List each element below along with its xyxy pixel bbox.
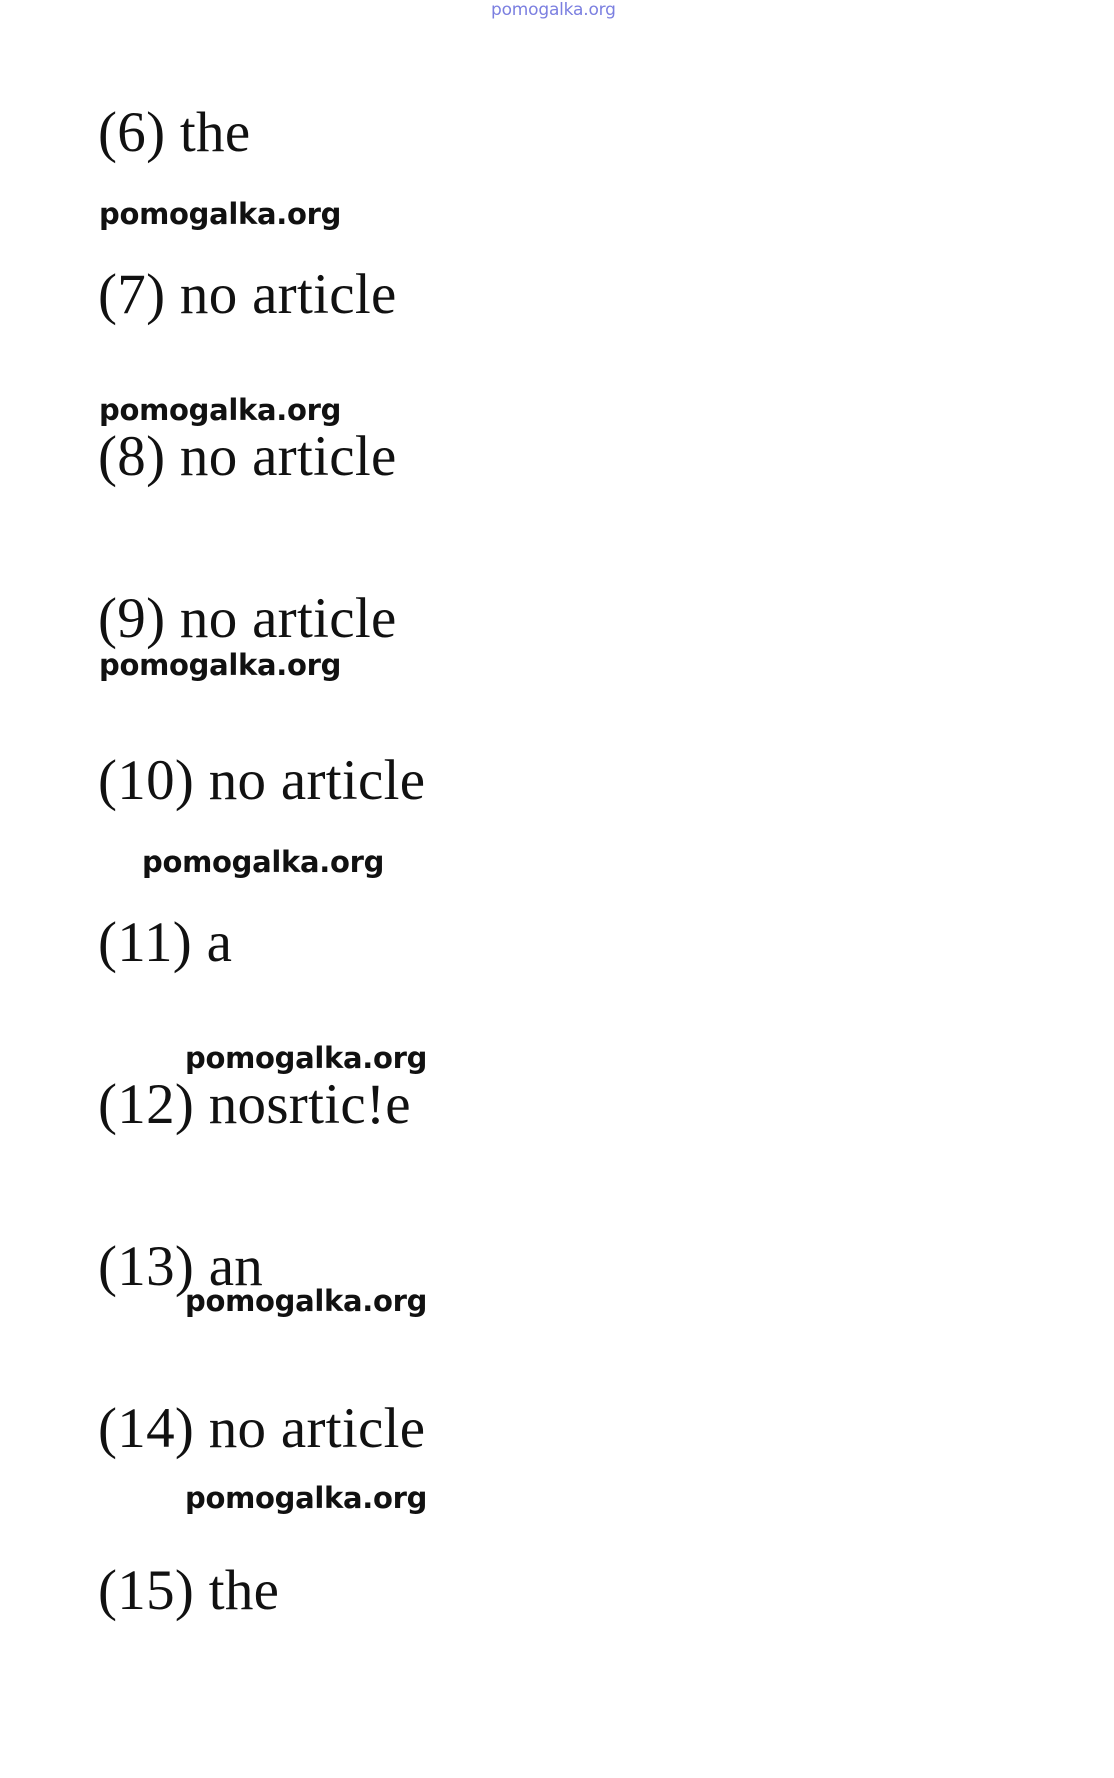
answer-9: (9) no article xyxy=(98,587,397,650)
answer-8: (8) no article xyxy=(98,425,397,488)
header-watermark: pomogalka.org xyxy=(491,0,616,20)
watermark-2: pomogalka.org xyxy=(99,393,342,427)
watermark-6: pomogalka.org xyxy=(185,1284,428,1318)
watermark-5: pomogalka.org xyxy=(185,1041,428,1075)
answer-10: (10) no article xyxy=(98,749,426,812)
answer-15: (15) the xyxy=(98,1559,280,1622)
watermark-3: pomogalka.org xyxy=(99,648,342,682)
answer-6: (6) the xyxy=(98,101,251,164)
watermark-4: pomogalka.org xyxy=(142,845,385,879)
answer-13: (13) an xyxy=(98,1235,264,1298)
answer-14: (14) no article xyxy=(98,1397,426,1460)
watermark-1: pomogalka.org xyxy=(99,197,342,231)
answer-7: (7) no article xyxy=(98,263,397,326)
watermark-7: pomogalka.org xyxy=(185,1481,428,1515)
answer-12: (12) nosrtic!e xyxy=(98,1073,411,1136)
answer-11: (11) a xyxy=(98,911,233,974)
